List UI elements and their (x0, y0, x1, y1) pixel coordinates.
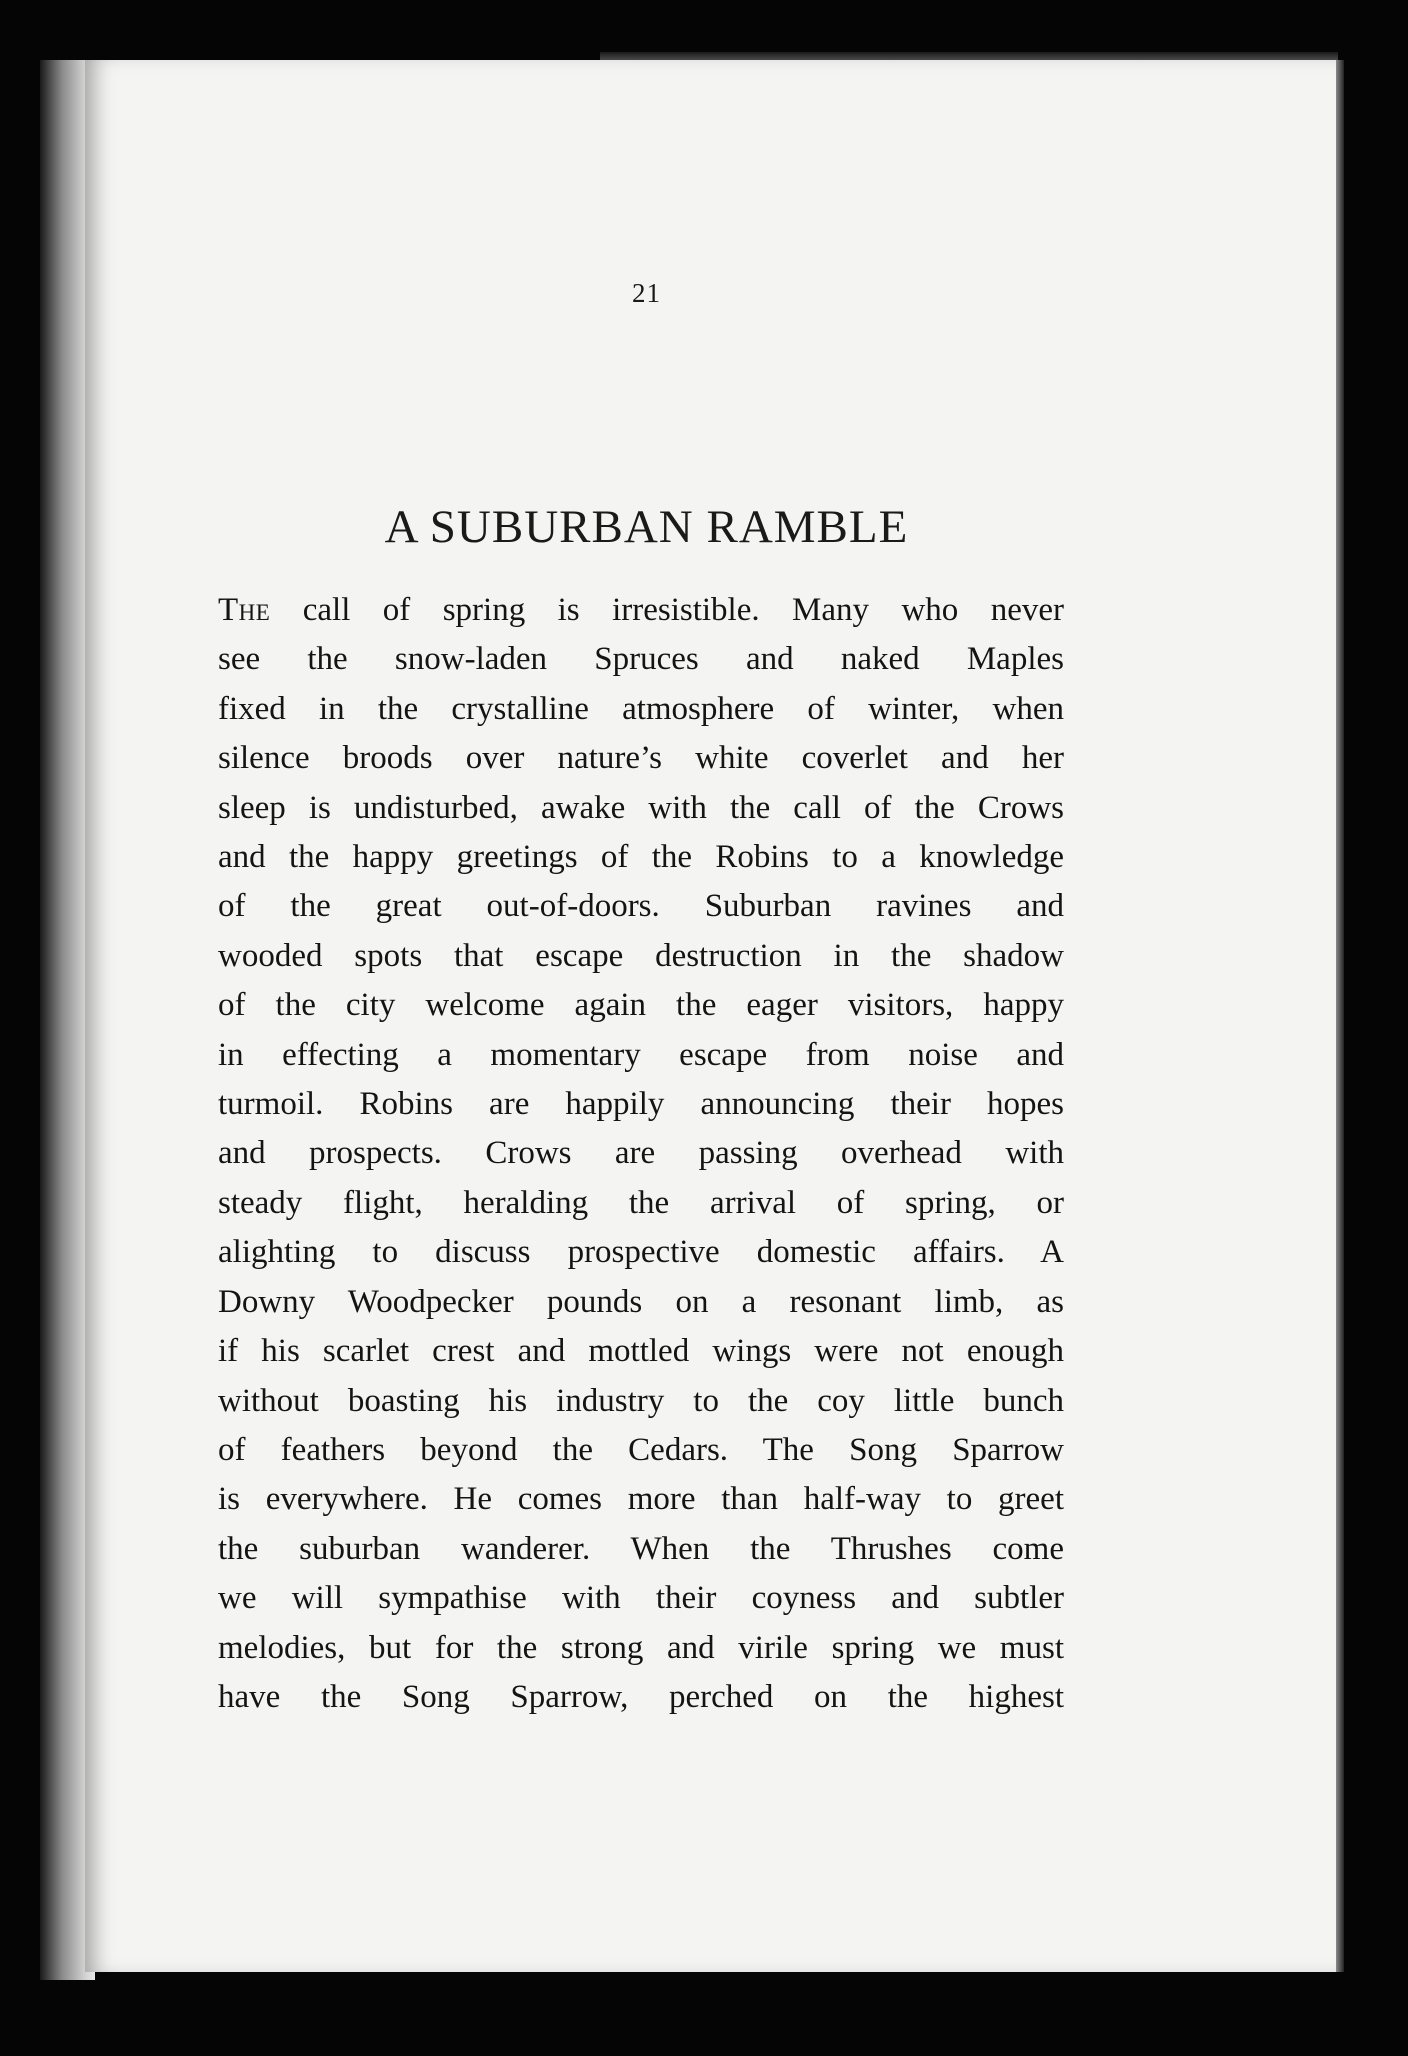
text-line: melodies, but for the strong and virile spring we must (218, 1629, 1064, 1666)
text-line: and prospects. Crows are passing overhead with (218, 1135, 1064, 1172)
text-line: if his scarlet crest and mottled wings were not enough (218, 1333, 1064, 1370)
text-line: steady flight, heralding the arrival of spring, or (218, 1184, 1064, 1221)
text-line: fixed in the crystalline atmosphere of winter, when (218, 690, 1064, 727)
text-line: the suburban wanderer. When the Thrushes come (218, 1530, 1064, 1567)
body-paragraph (218, 586, 1064, 1722)
text-line: Downy Woodpecker pounds on a resonant limb, as (218, 1283, 1064, 1320)
text-line: alighting to discuss prospective domestic affairs. A (218, 1234, 1064, 1271)
text-line: we will sympathise with their coyness and subtler (218, 1580, 1064, 1617)
page-number: 21 (632, 278, 661, 308)
text-line: is everywhere. He comes more than half-way to greet (218, 1481, 1064, 1518)
text-line: see the snow-laden Spruces and naked Maples (218, 641, 1064, 678)
text-line: have the Song Sparrow, perched on the highest (218, 1678, 1064, 1715)
text-line: sleep is undisturbed, awake with the call of the Crows (218, 789, 1064, 826)
text-line: wooded spots that escape destruction in the shadow (218, 937, 1064, 974)
page-right-edge (1336, 60, 1344, 1972)
text-line: The call of spring is irresistible. Many who never (218, 592, 1064, 628)
text-line: and the happy greetings of the Robins to a knowledge (218, 839, 1064, 876)
lead-word: The (218, 592, 271, 628)
text-line: of feathers beyond the Cedars. The Song Sparrow (218, 1431, 1064, 1468)
text-line: of the city welcome again the eager visitors, happy (218, 987, 1064, 1024)
chapter-title: A SUBURBAN RAMBLE (384, 501, 909, 553)
text-line: without boasting his industry to the coy little bunch (218, 1382, 1064, 1419)
text-line: turmoil. Robins are happily announcing their hopes (218, 1086, 1064, 1123)
text-line: in effecting a momentary escape from noise and (218, 1036, 1064, 1073)
text-line: silence broods over nature’s white coverlet and her (218, 740, 1064, 777)
text-line: of the great out-of-doors. Suburban ravines and (218, 888, 1064, 925)
